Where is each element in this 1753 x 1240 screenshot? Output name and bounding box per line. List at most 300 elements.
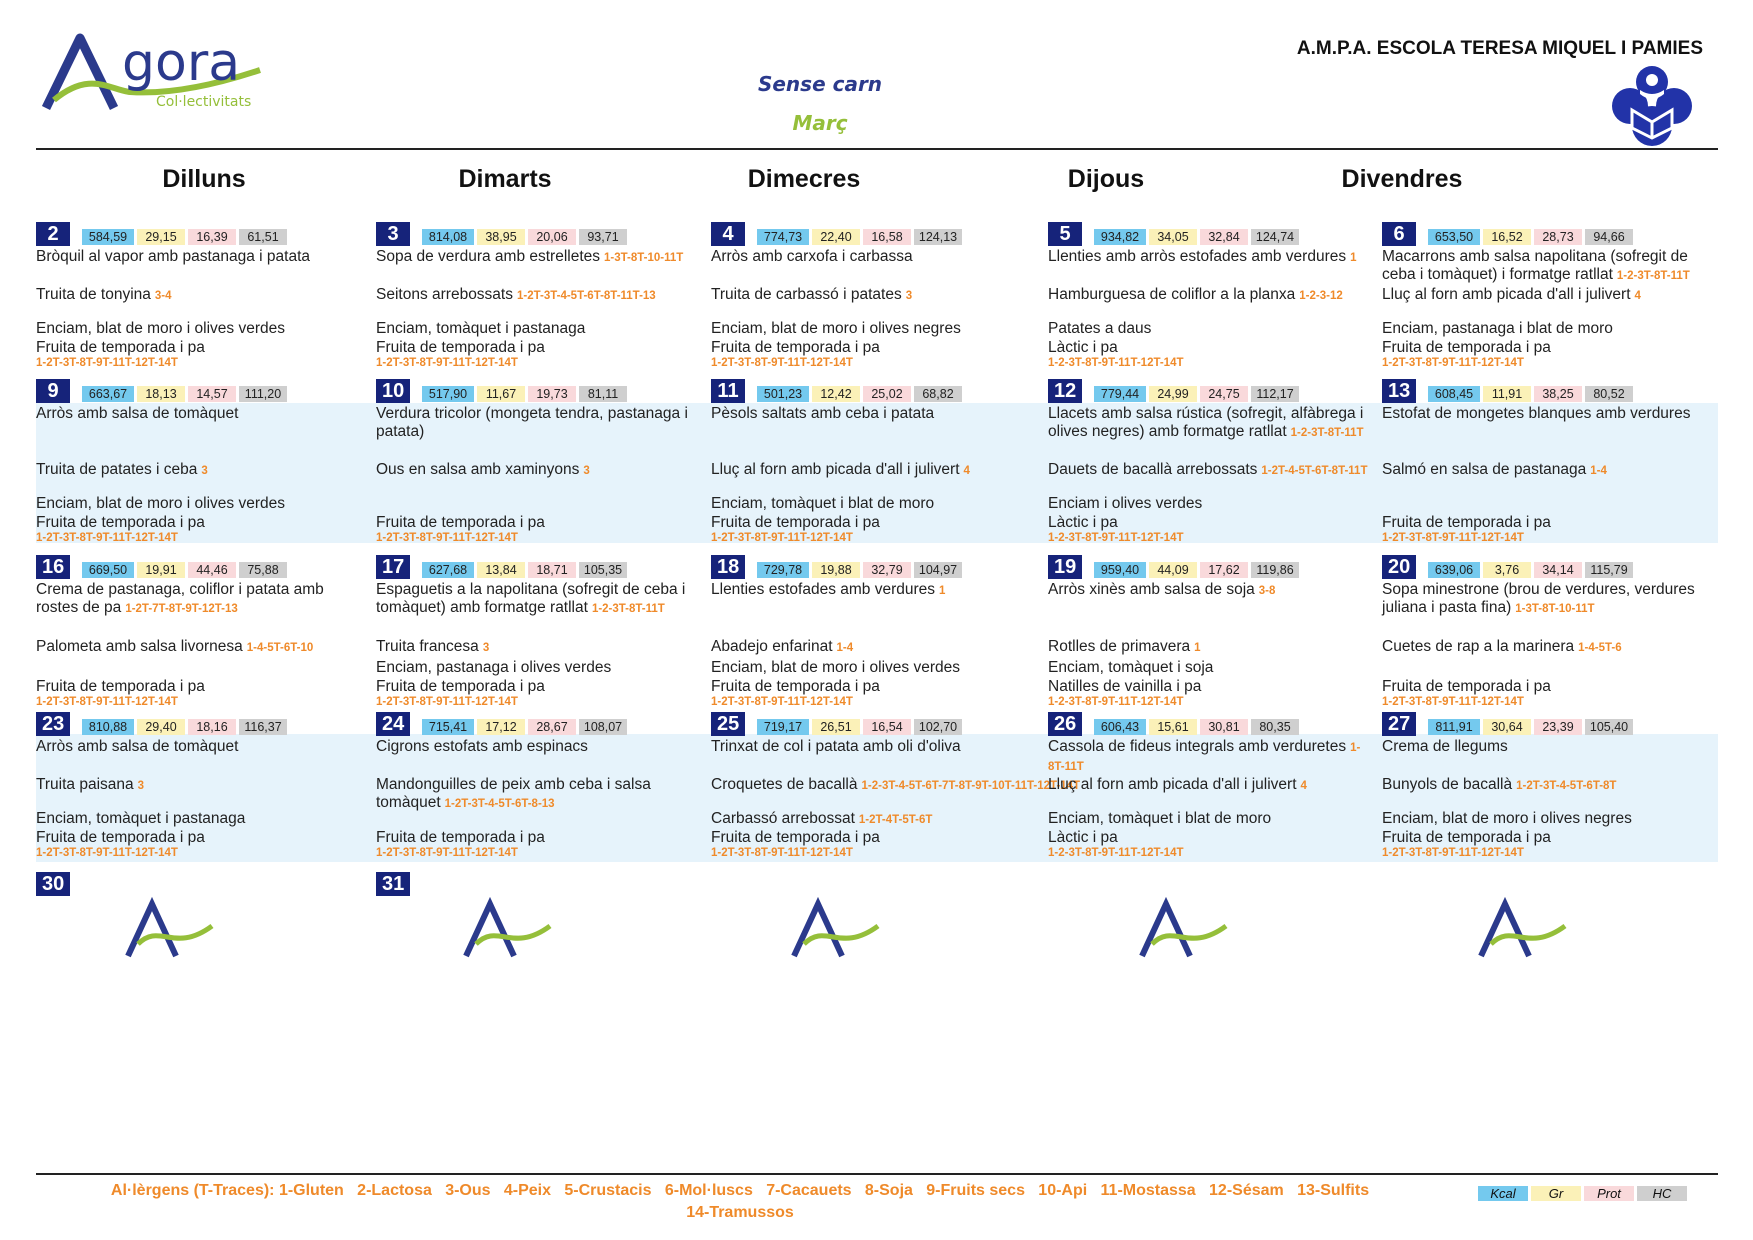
prot-value: 23,39 (1534, 719, 1582, 735)
nutrition-values (82, 386, 287, 402)
nutrition-values (1428, 719, 1633, 735)
agora-mark-icon (124, 900, 216, 958)
allergen-codes: 4 (1634, 290, 1641, 302)
nutrition-values (1094, 386, 1299, 402)
first-course-text: Espaguetis a la napolitana (sofregit de ceba i tomàquet) amb formatge ratllat (376, 581, 686, 616)
gr-value: 3,76 (1483, 562, 1531, 578)
first-course (36, 405, 362, 424)
allergen-codes: 1 (1194, 642, 1201, 654)
second-course (711, 461, 1037, 480)
gr-value: 22,40 (812, 229, 860, 245)
allergen-codes: 1-2T-3T-8T-9T-11T-12T-14T (711, 357, 853, 369)
allergen-codes: 3 (482, 642, 490, 654)
kcal-value: 810,88 (82, 719, 134, 735)
side-dish-text: Carbassó arrebossat (711, 810, 855, 827)
allergen-codes: 1-2T-3T-8T-9T-11T-12T-14T (1382, 357, 1524, 369)
dessert (1382, 339, 1708, 370)
side-dish (1048, 810, 1374, 828)
gr-value: 44,09 (1149, 562, 1197, 578)
allergen-codes: 1-2-3-12 (1299, 290, 1343, 302)
allergen-codes: 3 (137, 780, 145, 792)
school-crest-icon (1610, 64, 1694, 148)
first-course-text: Arròs amb salsa de tomàquet (36, 738, 239, 755)
first-course (36, 248, 362, 267)
dessert (711, 339, 1037, 370)
second-course (1382, 286, 1708, 305)
allergen-codes: 1-2-3T-8T-11T (1616, 270, 1690, 282)
prot-value: 34,14 (1534, 562, 1582, 578)
day-number: 17 (376, 555, 410, 579)
allergen-codes: 1-2-3T-8T-9T-11T-12T-14T (1048, 357, 1184, 369)
first-course (1382, 248, 1708, 285)
allergen-codes: 1-2T-4T-5T-6T (858, 814, 933, 826)
dessert (1048, 514, 1374, 545)
nutrition-values (757, 386, 962, 402)
first-course-text: Sopa minestrone (brou de verdures, verdures juliana i pasta fina) (1382, 581, 1695, 616)
first-course (36, 581, 362, 618)
nutrition-values (757, 719, 962, 735)
school-name: A.M.P.A. ESCOLA TERESA MIQUEL I PAMIES (1296, 38, 1703, 59)
second-course-text: Truita de tonyina (36, 286, 151, 303)
dessert-text: Làctic i pa (1048, 339, 1118, 356)
allergen-codes: 1-2T-3T-8T-9T-11T-12T-14T (36, 696, 178, 708)
agora-mark-icon (462, 900, 554, 958)
side-dish (711, 495, 1037, 513)
month-title: Març (792, 111, 848, 135)
dessert (36, 514, 362, 545)
allergen-codes: 1-2-3T-8T-11T (591, 603, 665, 615)
allergen-codes: 1-2T-3T-8T-9T-11T-12T-14T (711, 532, 853, 544)
side-dish (711, 659, 1037, 677)
kcal-value: 639,06 (1428, 562, 1480, 578)
dessert (1382, 678, 1708, 709)
allergen-codes: 1-2T-3T-8T-9T-11T-12T-14T (1382, 847, 1524, 859)
day-number: 24 (376, 712, 410, 736)
allergen-codes: 1-4 (1590, 465, 1607, 477)
legend-hc: HC (1637, 1186, 1687, 1201)
weekday-monday: Dilluns (162, 165, 246, 193)
hc-value: 124,74 (1251, 229, 1299, 245)
hc-value: 108,07 (579, 719, 627, 735)
kcal-value: 606,43 (1094, 719, 1146, 735)
second-course-text: Truita francesa (376, 638, 479, 655)
prot-value: 32,84 (1200, 229, 1248, 245)
hc-value: 105,40 (1585, 719, 1633, 735)
kcal-value: 934,82 (1094, 229, 1146, 245)
kcal-value: 669,50 (82, 562, 134, 578)
dessert-text: Fruita de temporada i pa (36, 678, 205, 695)
dessert (711, 514, 1037, 545)
prot-value: 14,57 (188, 386, 236, 402)
gr-value: 30,64 (1483, 719, 1531, 735)
hc-value: 80,52 (1585, 386, 1633, 402)
gr-value: 13,84 (477, 562, 525, 578)
side-dish (36, 320, 362, 338)
day-number: 23 (36, 712, 70, 736)
second-course (36, 461, 362, 480)
allergen-codes: 1-4-5T-6T-10 (246, 642, 314, 654)
kcal-value: 774,73 (757, 229, 809, 245)
first-course (1382, 405, 1708, 424)
second-course-text: Lluç al forn amb picada d'all i julivert (1048, 776, 1297, 793)
nutrition-values (757, 229, 962, 245)
second-course-text: Salmó en salsa de pastanaga (1382, 461, 1587, 478)
first-course-text: Cassola de fideus integrals amb verduretes (1048, 738, 1347, 755)
allergen-codes: 1-2T-3T-8T-9T-11T-12T-14T (711, 696, 853, 708)
first-course-text: Estofat de mongetes blanques amb verdures (1382, 405, 1691, 422)
second-course (1048, 286, 1374, 305)
kcal-value: 719,17 (757, 719, 809, 735)
second-course-text: Croquetes de bacallà (711, 776, 858, 793)
side-dish-text: Enciam, tomàquet i soja (1048, 659, 1214, 676)
day-number: 4 (711, 222, 745, 246)
first-course-text: Verdura tricolor (mongeta tendra, pastanaga i patata) (376, 405, 688, 440)
prot-value: 18,16 (188, 719, 236, 735)
second-course (36, 638, 362, 657)
allergen-codes: 1-2T-7T-8T-9T-12T-13 (125, 603, 238, 615)
hc-value: 93,71 (579, 229, 627, 245)
day-number: 12 (1048, 379, 1082, 403)
second-course-text: Rotlles de primavera (1048, 638, 1191, 655)
second-course (376, 638, 702, 657)
first-course-text: Trinxat de col i patata amb oli d'oliva (711, 738, 961, 755)
nutrition-legend (1478, 1186, 1687, 1201)
allergen-codes: 1-2-3T-8T-9T-11T-12T-14T (1048, 696, 1184, 708)
allergen-codes: 1-4-5T-6 (1578, 642, 1622, 654)
allergen-codes: 1-2T-4-5T-6T-8T-11T (1261, 465, 1368, 477)
kcal-value: 584,59 (82, 229, 134, 245)
dessert-text: Fruita de temporada i pa (1382, 339, 1551, 356)
allergen-line-2: 14-Tramussos (686, 1204, 794, 1221)
second-course (376, 286, 702, 305)
prot-value: 25,02 (863, 386, 911, 402)
side-dish (376, 659, 702, 677)
allergen-codes: 1-2T-3T-8T-9T-11T-12T-14T (36, 847, 178, 859)
dessert-text: Fruita de temporada i pa (711, 678, 880, 695)
prot-value: 16,58 (863, 229, 911, 245)
allergen-codes: 1-3T-8T-10-11T (604, 252, 684, 264)
first-course-text: Arròs amb salsa de tomàquet (36, 405, 239, 422)
hc-value: 105,35 (579, 562, 627, 578)
allergen-codes: 1-2T-3T-4-5T-6T-8T-11T-13 (517, 290, 656, 302)
agora-mark-icon (790, 900, 882, 958)
side-dish (711, 810, 1037, 829)
first-course (36, 738, 362, 757)
day-number: 26 (1048, 712, 1082, 736)
nutrition-values (422, 386, 627, 402)
dessert (1048, 678, 1374, 709)
legend-kcal: Kcal (1478, 1186, 1528, 1201)
first-course-text: Macarrons amb salsa napolitana (sofregit de ceba i tomàquet) i formatge ratllat (1382, 248, 1688, 283)
side-dish (1048, 495, 1374, 513)
agora-logo (40, 30, 300, 120)
allergen-codes: 1-2T-3T-8T-9T-11T-12T-14T (376, 357, 518, 369)
first-course (376, 581, 702, 618)
dessert-text: Fruita de temporada i pa (711, 829, 880, 846)
agora-mark-icon (1138, 900, 1230, 958)
dessert-text: Fruita de temporada i pa (376, 514, 545, 531)
side-dish-text: Enciam, blat de moro i olives negres (711, 320, 961, 337)
header-rule (36, 148, 1718, 150)
gr-value: 17,12 (477, 719, 525, 735)
first-course-text: Arròs amb carxofa i carbassa (711, 248, 913, 265)
kcal-value: 811,91 (1428, 719, 1480, 735)
kcal-value: 715,41 (422, 719, 474, 735)
gr-value: 11,67 (477, 386, 525, 402)
allergen-codes: 4 (963, 465, 970, 477)
allergen-codes: 3-8 (1258, 585, 1276, 597)
second-course-text: Lluç al forn amb picada d'all i julivert (711, 461, 960, 478)
first-course-text: Llacets amb salsa rústica (sofregit, alfàbrega i olives negres) amb formatge ratllat (1048, 405, 1364, 440)
second-course-text: Palometa amb salsa livornesa (36, 638, 243, 655)
prot-value: 19,73 (528, 386, 576, 402)
hc-value: 80,35 (1251, 719, 1299, 735)
day-number: 25 (711, 712, 745, 736)
dessert-text: Fruita de temporada i pa (36, 514, 205, 531)
day-number: 10 (376, 379, 410, 403)
allergen-line-1: Al·lèrgens (T-Traces): 1-Gluten 2-Lactosa 3-Ous 4-Peix 5-Crustacis 6-Mol·luscs 7-Cacauets 8-Soja 9-Fruits secs 10-Api 11-Mostassa 12-Sésam 13-Sulfits (110, 1182, 1370, 1199)
first-course (711, 581, 1037, 600)
allergen-codes: 3-4 (154, 290, 172, 302)
prot-value: 16,39 (188, 229, 236, 245)
first-course (376, 405, 702, 442)
second-course-text: Lluç al forn amb picada d'all i julivert (1382, 286, 1631, 303)
allergen-codes: 3 (201, 465, 208, 477)
logo-tagline: Col·lectivitats (156, 94, 252, 110)
weekday-tuesday: Dimarts (458, 165, 552, 193)
gr-value: 29,40 (137, 719, 185, 735)
side-dish-text: Enciam, blat de moro i olives verdes (36, 495, 285, 512)
side-dish (1048, 320, 1374, 338)
second-course (376, 461, 702, 480)
dessert-text: Fruita de temporada i pa (376, 339, 545, 356)
side-dish (1048, 659, 1374, 677)
nutrition-values (1428, 386, 1633, 402)
legend-prot: Prot (1584, 1186, 1634, 1201)
hc-value: 115,79 (1585, 562, 1633, 578)
first-course (1048, 581, 1374, 600)
nutrition-values (82, 719, 287, 735)
allergen-legend (60, 1180, 1420, 1224)
second-course (711, 638, 1037, 657)
dessert (376, 678, 702, 709)
side-dish (711, 320, 1037, 338)
second-course-text: Dauets de bacallà arrebossats (1048, 461, 1258, 478)
second-course-text: Hamburguesa de coliflor a la planxa (1048, 286, 1296, 303)
kcal-value: 959,40 (1094, 562, 1146, 578)
prot-value: 24,75 (1200, 386, 1248, 402)
dessert-text: Fruita de temporada i pa (36, 339, 205, 356)
hc-value: 124,13 (914, 229, 962, 245)
gr-value: 11,91 (1483, 386, 1531, 402)
dessert-text: Fruita de temporada i pa (376, 678, 545, 695)
side-dish-text: Patates a daus (1048, 320, 1152, 337)
day-number: 5 (1048, 222, 1082, 246)
footer-rule (36, 1173, 1718, 1175)
menu-type: Sense carn (757, 72, 883, 96)
day-number: 13 (1382, 379, 1416, 403)
second-course-text: Abadejo enfarinat (711, 638, 833, 655)
first-course-text: Llenties amb arròs estofades amb verdures (1048, 248, 1347, 265)
dessert (711, 829, 1037, 860)
dessert (1382, 514, 1708, 545)
second-course-text: Bunyols de bacallà (1382, 776, 1513, 793)
first-course-text: Sopa de verdura amb estrelletes (376, 248, 601, 265)
day-number: 20 (1382, 555, 1416, 579)
nutrition-values (1094, 562, 1299, 578)
hc-value: 104,97 (914, 562, 962, 578)
day-number: 2 (36, 222, 70, 246)
first-course-text: Crema de llegums (1382, 738, 1508, 755)
day-number: 31 (376, 872, 410, 896)
allergen-codes: 1-2T-3T-8T-9T-11T-12T-14T (376, 847, 518, 859)
hc-value: 111,20 (239, 386, 287, 402)
gr-value: 29,15 (137, 229, 185, 245)
weekday-thursday: Dijous (1067, 165, 1145, 193)
gr-value: 19,91 (137, 562, 185, 578)
prot-value: 28,67 (528, 719, 576, 735)
gr-value: 24,99 (1149, 386, 1197, 402)
dessert-text: Làctic i pa (1048, 514, 1118, 531)
nutrition-values (1428, 562, 1633, 578)
first-course-text: Arròs xinès amb salsa de soja (1048, 581, 1255, 598)
prot-value: 20,06 (528, 229, 576, 245)
nutrition-values (1428, 229, 1633, 245)
second-course-text: Ous en salsa amb xaminyons (376, 461, 580, 478)
second-course (711, 776, 1081, 795)
hc-value: 68,82 (914, 386, 962, 402)
day-number: 18 (711, 555, 745, 579)
nutrition-values (422, 562, 627, 578)
gr-value: 15,61 (1149, 719, 1197, 735)
kcal-value: 729,78 (757, 562, 809, 578)
hc-value: 81,11 (579, 386, 627, 402)
allergen-codes: 1-2-3T-8T-9T-11T-12T-14T (1048, 532, 1184, 544)
side-dish-text: Enciam, tomàquet i pastanaga (376, 320, 586, 337)
dessert (1382, 829, 1708, 860)
kcal-value: 814,08 (422, 229, 474, 245)
allergen-codes: 1 (1350, 252, 1357, 264)
kcal-value: 653,50 (1428, 229, 1480, 245)
prot-value: 30,81 (1200, 719, 1248, 735)
first-course (1048, 405, 1374, 442)
side-dish-text: Enciam, pastanaga i olives verdes (376, 659, 612, 676)
side-dish (1382, 810, 1708, 828)
second-course (1382, 776, 1708, 795)
gr-value: 34,05 (1149, 229, 1197, 245)
dessert-text: Fruita de temporada i pa (1382, 678, 1551, 695)
second-course (1382, 461, 1708, 480)
kcal-value: 663,67 (82, 386, 134, 402)
dessert (36, 339, 362, 370)
second-course (36, 776, 362, 795)
second-course (711, 286, 1037, 305)
second-course-text: Truita de carbassó i patates (711, 286, 902, 303)
dessert (376, 829, 702, 860)
prot-value: 16,54 (863, 719, 911, 735)
gr-value: 26,51 (812, 719, 860, 735)
dessert-text: Fruita de temporada i pa (711, 514, 880, 531)
hc-value: 119,86 (1251, 562, 1299, 578)
day-number: 11 (711, 379, 745, 403)
nutrition-values (82, 229, 287, 245)
dessert (1048, 339, 1374, 370)
prot-value: 44,46 (188, 562, 236, 578)
kcal-value: 779,44 (1094, 386, 1146, 402)
day-number: 27 (1382, 712, 1416, 736)
allergen-codes: 1-3T-8T-10-11T (1515, 603, 1595, 615)
second-course (1048, 638, 1374, 657)
day-number: 16 (36, 555, 70, 579)
side-dish-text: Enciam, tomàquet i pastanaga (36, 810, 246, 827)
first-course-text: Bròquil al vapor amb pastanaga i patata (36, 248, 311, 265)
gr-value: 18,13 (137, 386, 185, 402)
gr-value: 19,88 (812, 562, 860, 578)
first-course (1048, 738, 1374, 776)
dessert (376, 339, 702, 370)
dessert-text: Làctic i pa (1048, 829, 1118, 846)
hc-value: 61,51 (239, 229, 287, 245)
first-course (711, 405, 1037, 424)
first-course (376, 738, 702, 757)
allergen-codes: 1-2-3T-4-5T-6T-7T-8T-9T-10T-11T-12T-14T (861, 780, 1081, 792)
nutrition-values (1094, 229, 1299, 245)
side-dish-text: Enciam, blat de moro i olives verdes (36, 320, 285, 337)
dessert-text: Fruita de temporada i pa (376, 829, 545, 846)
second-course (36, 286, 362, 305)
side-dish (36, 495, 362, 513)
side-dish-text: Enciam, blat de moro i olives verdes (711, 659, 960, 676)
second-course-text: Mandonguilles de peix amb ceba i salsa tomàquet (376, 776, 651, 811)
allergen-codes: 3 (905, 290, 913, 302)
hc-value: 94,66 (1585, 229, 1633, 245)
legend-gr: Gr (1531, 1186, 1581, 1201)
day-number: 6 (1382, 222, 1416, 246)
hc-value: 112,17 (1251, 386, 1299, 402)
hc-value: 75,88 (239, 562, 287, 578)
dessert-text: Fruita de temporada i pa (1382, 829, 1551, 846)
allergen-codes: 1-2T-3T-4-5T-6T-8-13 (444, 798, 555, 810)
second-course (1048, 461, 1374, 480)
allergen-codes: 1-2T-3T-8T-9T-11T-12T-14T (1382, 696, 1524, 708)
allergen-codes: 3 (583, 465, 590, 477)
allergen-codes: 4 (1300, 780, 1307, 792)
gr-value: 16,52 (1483, 229, 1531, 245)
dessert (711, 678, 1037, 709)
first-course-text: Crema de pastanaga, coliflor i patata amb rostes de pa (36, 581, 324, 616)
dessert-text: Fruita de temporada i pa (1382, 514, 1551, 531)
prot-value: 32,79 (863, 562, 911, 578)
first-course (711, 248, 1037, 267)
kcal-value: 501,23 (757, 386, 809, 402)
weekday-friday: Divendres (1341, 165, 1463, 193)
side-dish-text: Enciam, blat de moro i olives negres (1382, 810, 1632, 827)
day-number: 3 (376, 222, 410, 246)
gr-value: 38,95 (477, 229, 525, 245)
gr-value: 12,42 (812, 386, 860, 402)
hc-value: 116,37 (239, 719, 287, 735)
allergen-codes: 1 (939, 585, 946, 597)
first-course (1382, 738, 1708, 757)
first-course (1382, 581, 1708, 618)
allergen-codes: 1-2T-3T-8T-9T-11T-12T-14T (376, 696, 518, 708)
allergen-codes: 1-2T-3T-8T-9T-11T-12T-14T (1382, 532, 1524, 544)
second-course-text: Truita paisana (36, 776, 134, 793)
nutrition-values (757, 562, 962, 578)
dessert-text: Fruita de temporada i pa (36, 829, 205, 846)
side-dish-text: Enciam, tomàquet i blat de moro (711, 495, 935, 512)
day-number: 19 (1048, 555, 1082, 579)
